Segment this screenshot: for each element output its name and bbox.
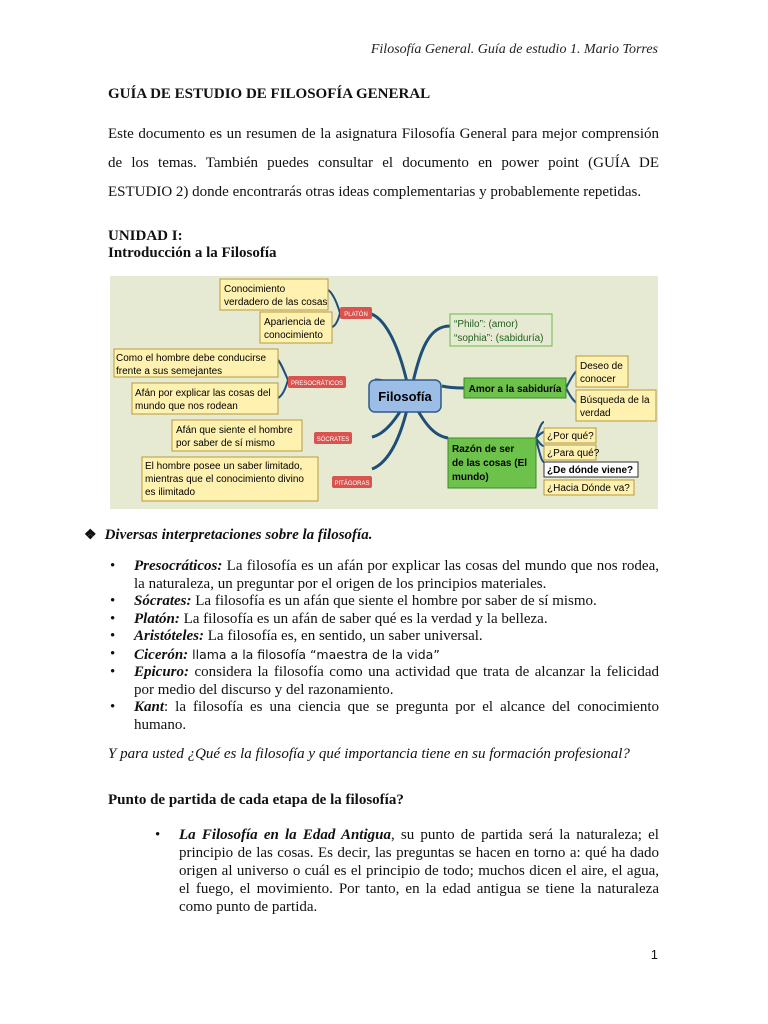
philosopher-name: Presocráticos:	[134, 558, 223, 574]
presoc-box-2-line-1: Afán por explicar las cosas del	[135, 388, 271, 399]
unit-title: Introducción a la Filosofía	[108, 245, 277, 261]
question-where-to: ¿Hacia Dónde va?	[547, 483, 630, 494]
page-number: 1	[650, 947, 658, 962]
philosopher-name: Sócrates:	[134, 593, 192, 609]
desire-line-1: Deseo de	[580, 361, 623, 372]
interpretations-heading-text: Diversas interpretaciones sobre la filosofía.	[104, 527, 373, 543]
interpretation-text: llama a la filosofía “maestra de la vida”	[188, 646, 440, 662]
list-item	[108, 646, 659, 665]
pitagoras-box-line-3: es ilimitado	[145, 487, 196, 498]
list-item	[108, 558, 659, 593]
pitagoras-box-line-2: mientras que el conocimiento divino	[145, 474, 304, 485]
interpretation-text: La filosofía es, en sentido, un saber universal.	[204, 628, 483, 644]
desire-line-2: conocer	[580, 374, 616, 385]
platon-tag-label: PLATÓN	[344, 312, 368, 318]
diamond-bullet-icon: ❖	[84, 528, 97, 543]
list-item	[108, 593, 659, 611]
search-truth-line-2: verdad	[580, 408, 611, 419]
platon-box-2-line-2: conocimiento	[264, 330, 323, 341]
start-point-heading: Punto de partida de cada etapa de la filosofía?	[108, 792, 404, 808]
presoc-box-2-line-2: mundo que nos rodean	[135, 401, 238, 412]
pitagoras-box-line-1: El hombre posee un saber limitado,	[145, 461, 303, 472]
running-header: Filosofía General. Guía de estudio 1. Mario Torres	[370, 42, 658, 57]
presoc-box-1-line-2: frente a sus semejantes	[116, 366, 223, 377]
interpretations-list	[108, 558, 659, 734]
presoc-box-1-line-1: Como el hombre debe conducirse	[116, 353, 267, 364]
reflection-question: Y para usted ¿Qué es la filosofía y qué importancia tiene en su formación profesional?	[108, 746, 630, 762]
etymology-line-2: “sophia”: (sabiduría)	[454, 333, 544, 344]
list-item	[108, 699, 659, 734]
philosopher-name: Cicerón:	[134, 646, 189, 663]
unit-label: UNIDAD I:	[108, 228, 183, 244]
philosopher-name: Aristóteles:	[134, 628, 204, 644]
socrates-box-line-1: Afán que siente el hombre	[176, 425, 293, 436]
interpretation-text: : la filosofía es una ciencia que se pregunta por el alcance del conocimiento humano.	[134, 699, 659, 733]
interpretations-heading	[84, 527, 372, 544]
philosopher-name: Platón:	[134, 610, 180, 627]
philosopher-name: Kant	[134, 699, 165, 715]
stage-text: , su punto de partida será la naturaleza; el principio de las cosas. Es decir, las preguntas se hacen en torno a: qué ha dado origen al universo o cuál es el principio de todo; muchos dicen el aire, el agua, el fuego, el movimiento. Por tanto, en la edad antigua se tiene la naturaleza como punto de partida.	[179, 827, 659, 915]
unit-heading	[108, 228, 277, 262]
stage-name: La Filosofía en la Edad Antigua	[179, 827, 391, 843]
list-item	[108, 611, 659, 629]
stages-list	[155, 826, 659, 916]
presocraticos-tag-label: PRESOCRÁTICOS	[290, 381, 344, 387]
document-title: GUÍA DE ESTUDIO DE FILOSOFÍA GENERAL	[108, 86, 431, 102]
list-item	[155, 826, 659, 916]
question-what-for: ¿Para qué?	[547, 448, 600, 459]
pitagoras-tag-label: PITÁGORAS	[334, 481, 370, 487]
reason-line-3: mundo)	[452, 472, 489, 483]
platon-box-1-line-1: Conocimiento	[224, 284, 286, 295]
list-item	[108, 628, 659, 646]
interpretation-text: La filosofía es un afán por explicar las cosas del mundo que nos rodea, la naturaleza, un preguntar por el origen de los principios materiales.	[134, 558, 659, 592]
platon-box-1-line-2: verdadero de las cosas	[224, 297, 328, 308]
platon-box-2-line-1: Apariencia de	[264, 317, 326, 328]
socrates-box-line-2: por saber de sí mismo	[176, 438, 275, 449]
question-why: ¿Por qué?	[547, 431, 594, 442]
etymology-line-1: “Philo”: (amor)	[454, 319, 518, 330]
question-where-from: ¿De dónde viene?	[547, 465, 634, 476]
reason-line-2: de las cosas (El	[452, 458, 528, 469]
center-node-label: Filosofía	[378, 389, 432, 404]
philosophy-mindmap	[110, 276, 658, 509]
search-truth-line-1: Búsqueda de la	[580, 395, 650, 406]
reason-line-1: Razón de ser	[452, 444, 515, 455]
intro-paragraph: Este documento es un resumen de la asignatura Filosofía General para mejor comprensión de los temas. También puedes consultar el documento en power point (GUÍA DE ESTUDIO 2) donde encontrarás otras ideas complementarias y probablemente repetidas.	[108, 126, 659, 200]
list-item	[108, 664, 659, 699]
interpretation-text: considera la filosofía como una actividad que trata de alcanzar la felicidad por medio del discurso y del razonamiento.	[134, 664, 659, 698]
interpretation-text: La filosofía es un afán de saber qué es la verdad y la belleza.	[179, 610, 548, 627]
interpretation-text: La filosofía es un afán que siente el hombre por saber de sí mismo.	[191, 593, 597, 609]
socrates-tag-label: SÓCRATES	[316, 437, 350, 443]
love-of-wisdom-label: Amor a la sabiduría	[468, 384, 562, 395]
philosopher-name: Epicuro:	[134, 664, 190, 680]
